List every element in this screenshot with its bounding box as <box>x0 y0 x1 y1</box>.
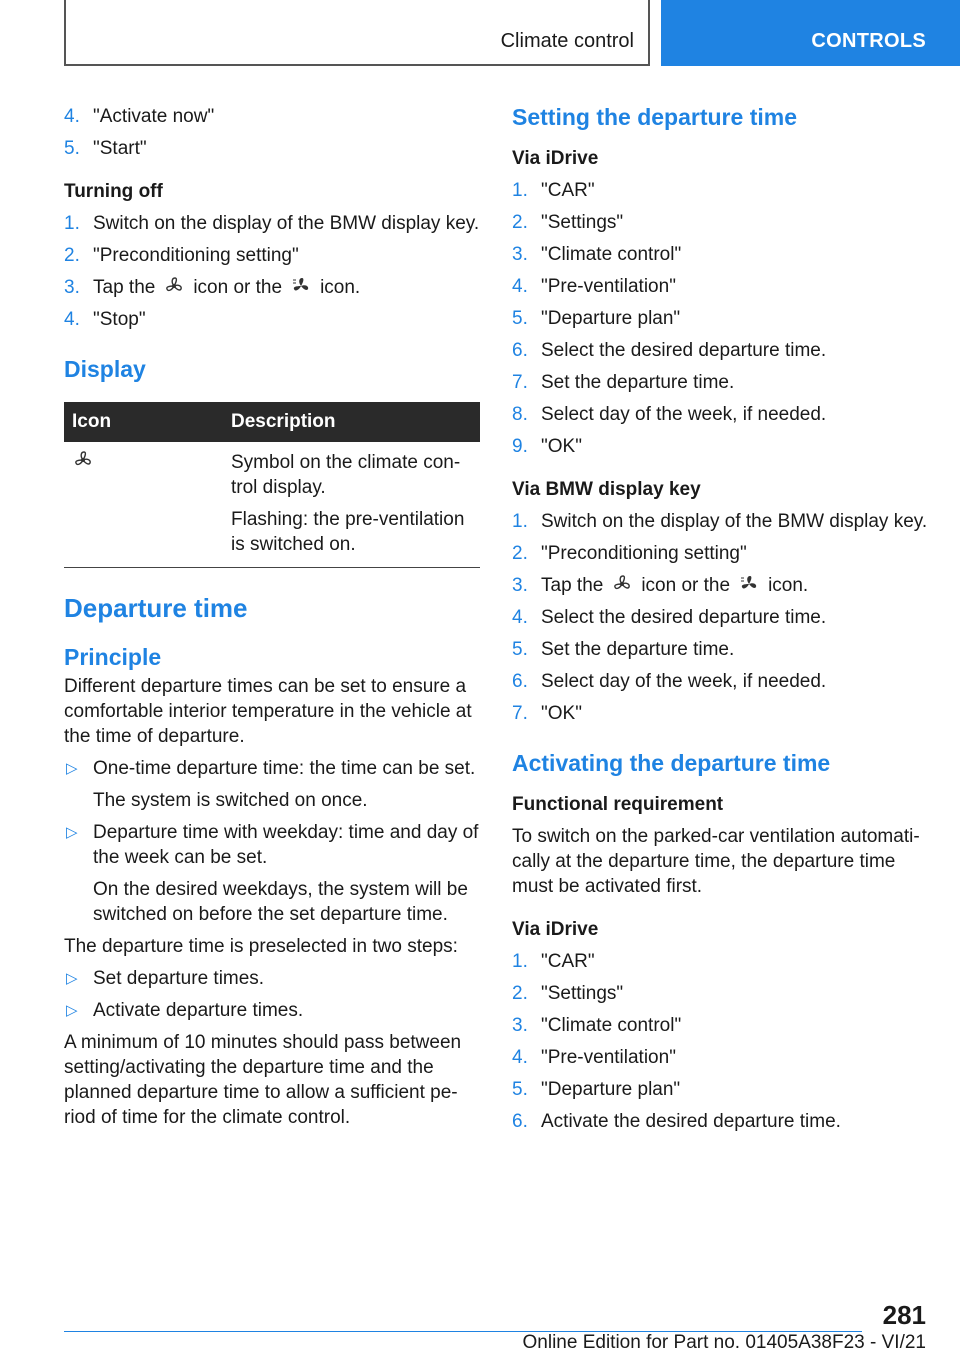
table-header-icon: Icon <box>64 402 223 442</box>
triangle-bullet-icon: ▷ <box>66 970 78 987</box>
fan-outline-icon <box>163 276 185 296</box>
list-item: 8. Select day of the week, if needed. <box>512 404 827 425</box>
list-item: 5. "Departure plan" <box>512 308 681 329</box>
list-item: 6. Select the desired departure time. <box>512 340 827 361</box>
via-idrive-heading: Via iDrive <box>512 148 599 169</box>
page-number: 281 <box>882 1300 926 1330</box>
list-item: 2. "Settings" <box>512 983 624 1004</box>
list-item: 4. Select the desired departure time. <box>512 607 827 628</box>
display-table <box>64 402 480 568</box>
paragraph: The departure time is preselected in two steps: <box>64 936 458 957</box>
triangle-bullet-icon: ▷ <box>66 1002 78 1019</box>
fan-filled-icon <box>290 276 312 296</box>
list-item: 7. Set the departure time. <box>512 372 735 393</box>
list-item: 2. "Preconditioning setting" <box>512 543 747 564</box>
requirement-text: To switch on the parked-car ventilation automati-cally at the departure time, the departure time must be activated first. <box>512 826 920 897</box>
via-display-key-heading: Via BMW display key <box>512 479 701 500</box>
header-section-title: Climate control <box>500 30 634 52</box>
setting-departure-heading: Setting the departure time <box>512 104 797 130</box>
table-row <box>64 442 480 568</box>
triangle-bullet-icon: ▷ <box>66 760 78 777</box>
departure-time-heading: Departure time <box>64 593 248 623</box>
list-item: 4. "Stop" <box>64 309 146 330</box>
left-column <box>64 100 480 1130</box>
table-header-row <box>64 402 480 442</box>
list-item-subtext: On the desired weekdays, the system will be switched on before the set departure time. <box>93 879 468 925</box>
list-item: 2. "Settings" <box>512 212 624 233</box>
right-column <box>512 100 932 1134</box>
principle-heading: Principle <box>64 644 162 670</box>
list-item: 6. Select day of the week, if needed. <box>512 671 827 692</box>
list-item-subtext: The system is switched on once. <box>93 790 368 811</box>
display-heading: Display <box>64 356 146 382</box>
paragraph: A minimum of 10 minutes should pass between setting/activating the departure time and the planned departure time to allow a sufficient pe-riod of time for the climate control. <box>64 1032 462 1128</box>
fan-outline-icon <box>611 574 633 594</box>
list-item: 5. Set the departure time. <box>512 639 735 660</box>
triangle-bullet-icon: ▷ <box>66 824 78 841</box>
list-item: ▷ Activate departure times. <box>66 1000 304 1021</box>
list-item: 3. Tap the icon or the icon. <box>512 575 809 596</box>
list-item: 5. "Departure plan" <box>512 1079 681 1100</box>
principle-text: Different departure times can be set to ensure a comfortable interior temperature in the vehicle at the time of departure. <box>64 676 472 747</box>
header-chapter-box <box>661 0 960 66</box>
table-cell-description: Symbol on the climate con-trol display. <box>231 452 461 498</box>
list-item: 1. Switch on the display of the BMW display key. <box>64 213 480 234</box>
table-cell-description: Flashing: the pre-ventilation is switched on. <box>231 509 465 555</box>
activating-departure-heading: Activating the departure time <box>512 750 831 776</box>
list-item: 4. "Pre-ventilation" <box>512 276 676 297</box>
turning-off-heading: Turning off <box>64 181 163 202</box>
header-section-box <box>64 0 650 66</box>
list-item: 1. "CAR" <box>512 180 595 201</box>
list-item: 3. "Climate control" <box>512 1015 682 1036</box>
fan-filled-icon <box>738 574 760 594</box>
list-item: 9. "OK" <box>512 436 582 457</box>
footer-edition: Online Edition for Part no. 01405A38F23 - VI/21 <box>522 1332 926 1353</box>
list-item: ▷ One-time departure time: the time can be set. <box>66 758 476 779</box>
via-idrive-heading: Via iDrive <box>512 919 599 940</box>
list-item: 7. "OK" <box>512 703 582 724</box>
table-header-description: Description <box>223 402 480 442</box>
list-item: 3. Tap the icon or the icon. <box>64 277 361 298</box>
list-item: 6. Activate the desired departure time. <box>512 1111 841 1132</box>
header-chapter-title: CONTROLS <box>811 30 926 52</box>
list-item: 5. "Start" <box>64 138 147 159</box>
functional-requirement-heading: Functional requirement <box>512 794 724 815</box>
list-item: 1. "CAR" <box>512 951 595 972</box>
list-item: ▷ Departure time with weekday: time and day of the week can be set. <box>66 822 479 868</box>
list-item: 1. Switch on the display of the BMW display key. <box>512 511 928 532</box>
list-item: 3. "Climate control" <box>512 244 682 265</box>
list-item: 4. "Activate now" <box>64 106 215 127</box>
fan-outline-icon <box>72 450 94 470</box>
list-item: 2. "Preconditioning setting" <box>64 245 299 266</box>
list-item: ▷ Set departure times. <box>66 968 265 989</box>
list-item: 4. "Pre-ventilation" <box>512 1047 676 1068</box>
